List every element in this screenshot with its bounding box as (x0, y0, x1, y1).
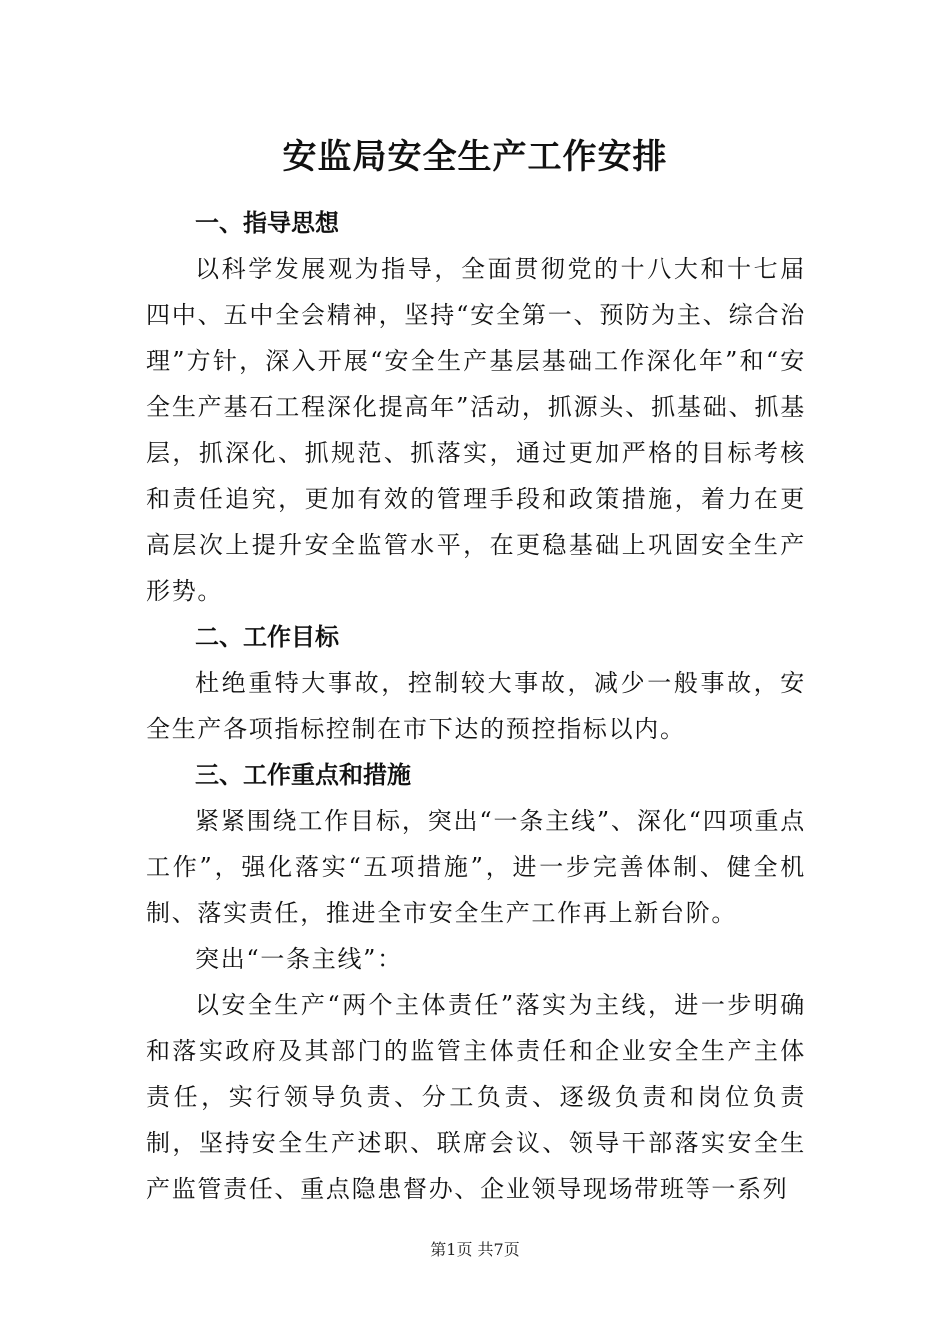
paragraph-work-goals: 杜绝重特大事故，控制较大事故，减少一般事故，安全生产各项指标控制在市下达的预控指标以内。 (146, 669, 806, 743)
section-heading-guiding-ideology: 一、指导思想 (195, 209, 339, 237)
paragraph-key-measures: 紧紧围绕工作目标，突出“一条主线”、深化“四项重点工作”，强化落实“五项措施”，进一步完善体制、健全机制、落实责任，推进全市安全生产工作再上新台阶。 (146, 807, 806, 927)
paragraph-main-line-detail: 以安全生产“两个主体责任”落实为主线，进一步明确和落实政府及其部门的监管主体责任和企业安全生产主体责任，实行领导负责、分工负责、逐级负责和岗位负责制，坚持安全生产述职、联席会议、领导干部落实安全生产监管责任、重点隐患督办、企业领导现场带班等一系列 (146, 991, 806, 1203)
section-heading-work-goals: 二、工作目标 (195, 623, 339, 651)
paragraph-main-line-intro: 突出“一条主线”： (195, 945, 403, 973)
paragraph-guiding-ideology: 以科学发展观为指导，全面贯彻党的十八大和十七届四中、五中全会精神，坚持“安全第一、预防为主、综合治理”方针，深入开展“安全生产基层基础工作深化年”和“安全生产基石工程深化提高年”活动，抓源头、抓基础、抓基层，抓深化、抓规范、抓落实，通过更加严格的目标考核和责任追究，更加有效的管理手段和政策措施，着力在更高层次上提升安全监管水平，在更稳基础上巩固安全生产形势。 (146, 255, 806, 605)
document-title: 安监局安全生产工作安排 (282, 137, 668, 177)
section-heading-key-measures: 三、工作重点和措施 (195, 761, 411, 789)
document-body (146, 200, 806, 1212)
page-number-footer: 第1页 共7页 (430, 1240, 520, 1259)
